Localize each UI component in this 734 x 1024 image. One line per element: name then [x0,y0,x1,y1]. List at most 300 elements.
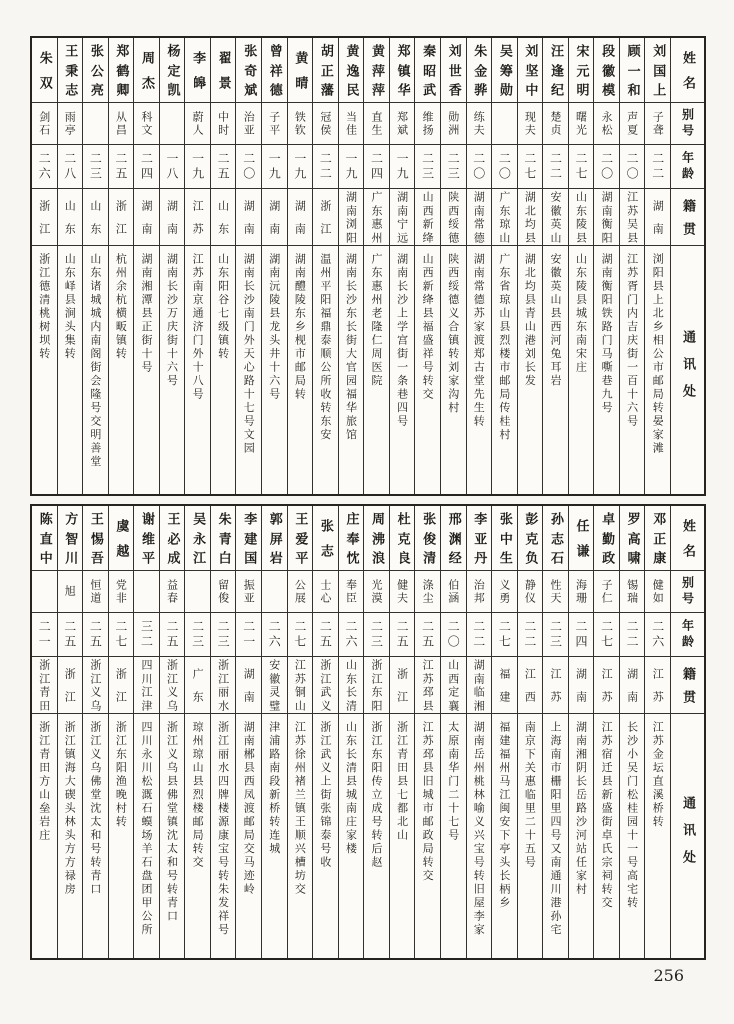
entry-alias: 义勇 [492,571,517,613]
entry-address: 福建福州马江闽安下亭头长柄乡 [497,721,511,910]
entry-native: 湖 南 宁 远 [390,189,415,246]
entry-age: 二〇 [236,145,261,189]
entry-name: 虞 越 [109,506,134,571]
entry-alias: 直生 [364,103,389,145]
header-name-label: 姓 名 [671,506,704,571]
entry-native: 湖 南 常 德 [467,189,492,246]
directory-table-top [30,36,706,496]
entry-name: 周 杰 [134,38,159,103]
entry-native: 湖 南 浏 阳 [339,189,364,246]
entry-alias: 治邦 [467,571,492,613]
entry-name: 刘 国 上 [645,38,670,103]
entry-alias: 公展 [288,571,313,613]
header-address-label: 通 讯 处 [680,795,695,877]
entry-age: 二七 [109,613,134,657]
entry-name: 曾 祥 德 [262,38,287,103]
entry-column [466,506,492,958]
entry-address: 江苏徐州褚兰镇王顺兴槽坊交 [293,721,307,897]
entry-age: 二二 [313,145,338,189]
entry-native: 浙 江 [58,657,83,714]
entry-address: 长沙小吴门松桂园十一号高宅转 [625,721,639,910]
entry-column [312,506,338,958]
entry-alias [32,571,57,613]
directory-page [30,36,706,960]
header-age-label: 年龄 [671,145,704,189]
entry-native: 浙 江 义 乌 [160,657,185,714]
entry-column [542,38,568,494]
entry-native: 江 苏 [594,657,619,714]
entry-name: 邓 正 康 [645,506,670,571]
entry-name: 李 皞 [185,38,210,103]
entry-address: 浙江丽水四牌楼源康宝号转朱发祥号 [216,721,230,937]
entry-age: 三二 [134,613,159,657]
entry-native: 浙 江 [109,657,134,714]
entry-native: 浙 江 义 乌 [83,657,108,714]
entry-alias: 子仁 [594,571,619,613]
entry-native: 湖 南 [160,189,185,246]
entry-alias: 楚贞 [543,103,568,145]
entry-column [235,38,261,494]
entry-alias: 伯涵 [441,571,466,613]
entry-native: 陕 西 绥 德 [441,189,466,246]
entry-age: 二二 [645,145,670,189]
entry-alias: 维扬 [415,103,440,145]
entry-address: 湖南沅陵县龙头井十六号 [267,253,281,402]
entry-column [108,38,134,494]
entry-name: 张 奇 斌 [236,38,261,103]
entry-address: 江苏胥门内吉庆街一百十六号 [625,253,639,429]
entry-native: 山 东 [83,189,108,246]
entry-address: 浏阳县上北乡相公市邮局转晏家滩 [651,253,665,456]
entry-column [210,38,236,494]
entry-column [235,506,261,958]
entry-address: 浙江义乌县佛堂镇沈太和号转青口 [165,721,179,924]
entry-age: 二五 [211,145,236,189]
entry-alias: 光漠 [364,571,389,613]
entry-name: 翟 景 [211,38,236,103]
entry-name: 朱 双 [32,38,57,103]
entry-address: 杭州余杭横畈镇转 [114,253,128,361]
entry-column [287,506,313,958]
entry-address: 江苏金坛直溪桥转 [651,721,665,829]
entry-alias: 中时 [211,103,236,145]
entry-column [593,506,619,958]
entry-alias: 科文 [134,103,159,145]
entry-address: 湖南衡阳铁路门马嘶巷九号 [600,253,614,415]
entry-alias: 留俊 [211,571,236,613]
entry-native: 浙 江 [313,189,338,246]
entry-native: 浙 江 [109,189,134,246]
entry-address: 浙江青田县七都北山 [395,721,409,843]
entry-address: 陕西绥德义合镇转刘家沟村 [446,253,460,415]
entry-native: 山 西 定 襄 [441,657,466,714]
header-age-label: 年龄 [671,613,704,657]
entry-name: 郑 鹤 卿 [109,38,134,103]
entry-native: 湖 南 [288,189,313,246]
entry-address: 山东长清县城南庄家楼 [344,721,358,856]
entry-column [338,506,364,958]
entry-column [57,38,83,494]
entry-name: 张 公 亮 [83,38,108,103]
entry-address: 浙江东阳传立成号转后赵 [370,721,384,870]
entry-age: 二五 [109,145,134,189]
entry-native: 广 东 惠 州 [364,189,389,246]
entry-column [159,506,185,958]
entry-column [312,38,338,494]
entry-alias: 性天 [543,571,568,613]
entry-name: 王 爱 平 [288,506,313,571]
entry-age: 一九 [339,145,364,189]
header-native-label: 籍 贯 [671,657,704,714]
entry-age: 二六 [262,613,287,657]
entry-name: 王 必 成 [160,506,185,571]
entry-alias [83,103,108,145]
header-native-label: 籍 贯 [671,189,704,246]
entry-alias: 党非 [109,571,134,613]
entry-column [32,506,57,958]
entry-column [414,506,440,958]
entry-age: 二三 [543,613,568,657]
entry-native: 江 苏 铜 山 [288,657,313,714]
entry-column [261,38,287,494]
entry-address: 浙江青田方山垒岩庄 [37,721,51,843]
entry-alias: 奉臣 [339,571,364,613]
entry-age: 一九 [185,145,210,189]
entry-alias: 旭 [58,571,83,613]
entry-age: 二二 [620,613,645,657]
entry-address: 湖南醴陵东乡枧市邮局转 [293,253,307,402]
entry-native: 浙 江 青 田 [32,657,57,714]
entry-alias: 蔚人 [185,103,210,145]
entry-age: 一八 [160,145,185,189]
entry-name: 黄 晴 [288,38,313,103]
entry-age: 二三 [441,145,466,189]
header-alias-label: 别号 [671,571,704,613]
entry-native: 湖 北 均 县 [518,189,543,246]
entry-name: 刘 坚 中 [518,38,543,103]
entry-native: 山 西 新 绛 [415,189,440,246]
entry-name: 张 中 生 [492,506,517,571]
entry-alias: 铁钦 [288,103,313,145]
entry-column [287,38,313,494]
entry-native: 江 苏 [543,657,568,714]
entry-age: 二七 [492,613,517,657]
entry-address: 江苏宿迁县新盛街卓氏宗祠转交 [600,721,614,910]
entry-column [133,506,159,958]
entry-address: 湖南湘阴长岳路沙河站任家村 [574,721,588,897]
entry-column [568,38,594,494]
entry-address: 浙江义乌佛堂沈太和号转青口 [88,721,102,897]
entry-native: 广 东 琼 山 [492,189,517,246]
entry-name: 吴 永 江 [185,506,210,571]
entry-column [108,506,134,958]
entry-column [32,38,57,494]
entry-native: 山 东 [58,189,83,246]
entry-address: 广东惠州老隆仁周医院 [370,253,384,388]
entry-column [644,38,670,494]
entry-age: 二七 [594,613,619,657]
entry-age: 二七 [518,145,543,189]
entry-age: 二一 [236,613,261,657]
entry-alias: 剑石 [32,103,57,145]
header-address-label: 通 讯 处 [680,329,695,411]
entry-address: 湖南长沙万庆街十六号 [165,253,179,388]
entry-alias: 恒道 [83,571,108,613]
entry-name: 段 徽 模 [594,38,619,103]
entry-alias: 现夫 [518,103,543,145]
entry-alias: 练夫 [467,103,492,145]
entry-column [491,506,517,958]
entry-age: 二三 [415,145,440,189]
entry-address: 四川永川松溉石蟆场羊石盘团甲公所 [139,721,153,937]
entry-native: 浙 江 东 阳 [364,657,389,714]
entry-age: 二三 [211,613,236,657]
entry-name: 顾 一 和 [620,38,645,103]
entry-column [210,506,236,958]
entry-column [414,38,440,494]
entry-address: 山东陵县城东南宋庄 [574,253,588,375]
entry-column [261,506,287,958]
entry-age: 二〇 [492,145,517,189]
entry-name: 杜 克 良 [390,506,415,571]
entry-age: 二〇 [594,145,619,189]
entry-name: 秦 昭 武 [415,38,440,103]
entry-alias [134,571,159,613]
entry-name: 任 谦 [569,506,594,571]
header-name-label: 姓 名 [671,38,704,103]
entry-age: 二〇 [467,145,492,189]
entry-age: 二五 [58,613,83,657]
entry-name: 吴 筹 勋 [492,38,517,103]
entry-address: 浙江德清桃树坝转 [37,253,51,361]
entry-alias [492,103,517,145]
entry-age: 二五 [313,613,338,657]
entry-name: 汪 逢 纪 [543,38,568,103]
entry-age: 二五 [390,613,415,657]
entry-address: 山东峄县涧头集转 [63,253,77,361]
entry-name: 彭 克 负 [518,506,543,571]
entry-name: 杨 定 凯 [160,38,185,103]
entry-name: 李 亚 丹 [467,506,492,571]
entry-native: 湖 南 [134,189,159,246]
entry-age: 二七 [569,145,594,189]
entry-alias: 海珊 [569,571,594,613]
entry-age: 一九 [390,145,415,189]
entry-column [517,506,543,958]
entry-column [82,38,108,494]
header-alias-label: 别号 [671,103,704,145]
entry-address: 浙江武义上街张锦泰号收 [318,721,332,870]
entry-native: 广 东 [185,657,210,714]
entry-native: 安 徽 灵 璧 [262,657,287,714]
entry-column [440,506,466,958]
entry-address: 湖南长沙上学宫街一条巷四号 [395,253,409,429]
entry-address: 湖南长沙南门外天心路十七号文园 [242,253,256,456]
entry-native: 山 东 陵 县 [569,189,594,246]
entry-name: 张 志 [313,506,338,571]
entry-alias: 勋洲 [441,103,466,145]
entry-native: 湖 南 [620,657,645,714]
entry-native: 山 东 [211,189,236,246]
entry-alias: 雨亭 [58,103,83,145]
entry-native: 江 西 [518,657,543,714]
entry-address: 湖南郴县西凤渡邮局交马迹岭 [242,721,256,897]
entry-age: 二四 [364,145,389,189]
entry-address: 安徽英山县西河兔耳岩 [548,253,562,388]
entry-native: 江 苏 [185,189,210,246]
entry-column [440,38,466,494]
entry-column [644,506,670,958]
entry-address: 湖南长沙东长街大官园福华旅馆 [344,253,358,442]
entry-address: 江苏邳县旧城市邮政局转交 [421,721,435,883]
entry-native: 湖 南 衡 阳 [594,189,619,246]
entry-native: 湖 南 [236,189,261,246]
entry-address: 太原南华门二十七号 [446,721,460,843]
entry-column [568,506,594,958]
entry-alias: 锡瑞 [620,571,645,613]
entry-name: 王 秉 志 [58,38,83,103]
entry-age: 一九 [262,145,287,189]
entry-alias: 健夫 [390,571,415,613]
entry-alias: 声夏 [620,103,645,145]
entry-native: 江 苏 吴 县 [620,189,645,246]
entry-alias: 冠侯 [313,103,338,145]
entry-name: 刘 世 香 [441,38,466,103]
entry-name: 宋 元 明 [569,38,594,103]
entry-column [619,506,645,958]
entry-column [159,38,185,494]
entry-name: 王 惕 吾 [83,506,108,571]
entry-name: 孙 志 石 [543,506,568,571]
entry-age: 二五 [83,613,108,657]
entry-age: 二六 [339,613,364,657]
entry-native: 四 川 江 津 [134,657,159,714]
entry-column [619,38,645,494]
entry-column [57,506,83,958]
entry-alias [262,571,287,613]
entry-name: 周 沸 浪 [364,506,389,571]
entry-alias: 益春 [160,571,185,613]
entry-age: 二五 [415,613,440,657]
entry-alias: 郑斌 [390,103,415,145]
entry-native: 湖 南 [569,657,594,714]
entry-column [593,38,619,494]
entry-alias: 健如 [645,571,670,613]
entry-alias [160,103,185,145]
entry-alias: 涤尘 [415,571,440,613]
entry-name: 郑 镇 华 [390,38,415,103]
entry-column [184,506,210,958]
entry-native: 福 建 [492,657,517,714]
entry-name: 罗 高 啸 [620,506,645,571]
entry-name: 张 俊 清 [415,506,440,571]
entry-column [389,506,415,958]
directory-table-bottom [30,504,706,960]
entry-address: 山东诸城城内南阁街会隆号交明善堂 [88,253,102,469]
entry-age: 二六 [645,613,670,657]
entry-name: 邢 渊 经 [441,506,466,571]
entry-alias: 永松 [594,103,619,145]
entry-native: 江 苏 [645,657,670,714]
header-column [670,506,704,958]
header-column [670,38,704,494]
entry-name: 朱 金 骅 [467,38,492,103]
entry-name: 胡 正 藩 [313,38,338,103]
entry-native: 湖 南 临 湘 [467,657,492,714]
entry-age: 二二 [518,613,543,657]
entry-age: 二六 [32,145,57,189]
entry-address: 温州平阳福鼎泰顺公所收转东安 [318,253,332,442]
entry-column [82,506,108,958]
entry-native: 浙 江 [390,657,415,714]
entry-address: 津浦路南段新桥转连城 [267,721,281,856]
entry-native: 浙 江 丽 水 [211,657,236,714]
entry-alias: 子平 [262,103,287,145]
entry-age: 一九 [288,145,313,189]
entry-column [363,506,389,958]
entry-name: 陈 直 中 [32,506,57,571]
entry-name: 黄 逸 民 [339,38,364,103]
entry-age: 二三 [185,613,210,657]
entry-name: 郭 屏 岩 [262,506,287,571]
entry-column [363,38,389,494]
entry-alias: 治亚 [236,103,261,145]
entry-native: 江 苏 邳 县 [415,657,440,714]
entry-age: 二四 [134,145,159,189]
entry-age: 二二 [543,145,568,189]
entry-address: 浙江东阳渔晚村转 [114,721,128,829]
entry-alias: 从昌 [109,103,134,145]
entry-name: 方 智 川 [58,506,83,571]
entry-native: 湖 南 [262,189,287,246]
entry-age: 二五 [160,613,185,657]
entry-native: 安 徽 英 山 [543,189,568,246]
entry-address: 湖北均县青山港刘长发 [523,253,537,388]
entry-address: 山西新绛县福盛祥号转交 [421,253,435,402]
entry-age: 二七 [288,613,313,657]
entry-age: 二三 [364,613,389,657]
entry-alias: 士心 [313,571,338,613]
entry-column [338,38,364,494]
entry-name: 黄 萍 萍 [364,38,389,103]
entry-column [466,38,492,494]
entry-address: 广东省琼山县烈楼市邮局传桂村 [497,253,511,442]
entry-name: 朱 青 白 [211,506,236,571]
entry-age: 二〇 [441,613,466,657]
entry-age: 二四 [569,613,594,657]
entry-age: 二二 [467,613,492,657]
entry-address: 湖南常德苏家渡郑古堂先生转 [472,253,486,429]
entry-address: 湖南湘潭县正街十号 [139,253,153,375]
entry-native: 浙 江 武 义 [313,657,338,714]
entry-column [133,38,159,494]
entry-age: 二一 [32,613,57,657]
entry-name: 谢 维 平 [134,506,159,571]
entry-alias: 静仪 [518,571,543,613]
entry-address: 浙江镇海大碶头林头方方禄房 [63,721,77,897]
entry-column [491,38,517,494]
entry-address: 湖南岳州桃林喻义兴宝号转旧屋李家 [472,721,486,937]
entry-column [389,38,415,494]
entry-address: 琼州琼山县烈楼邮局转交 [191,721,205,870]
entry-alias: 子聋 [645,103,670,145]
entry-column [517,38,543,494]
entry-column [184,38,210,494]
entry-age: 二〇 [620,145,645,189]
entry-age: 二八 [58,145,83,189]
entry-native: 湖 南 [645,189,670,246]
entry-name: 李 建 国 [236,506,261,571]
